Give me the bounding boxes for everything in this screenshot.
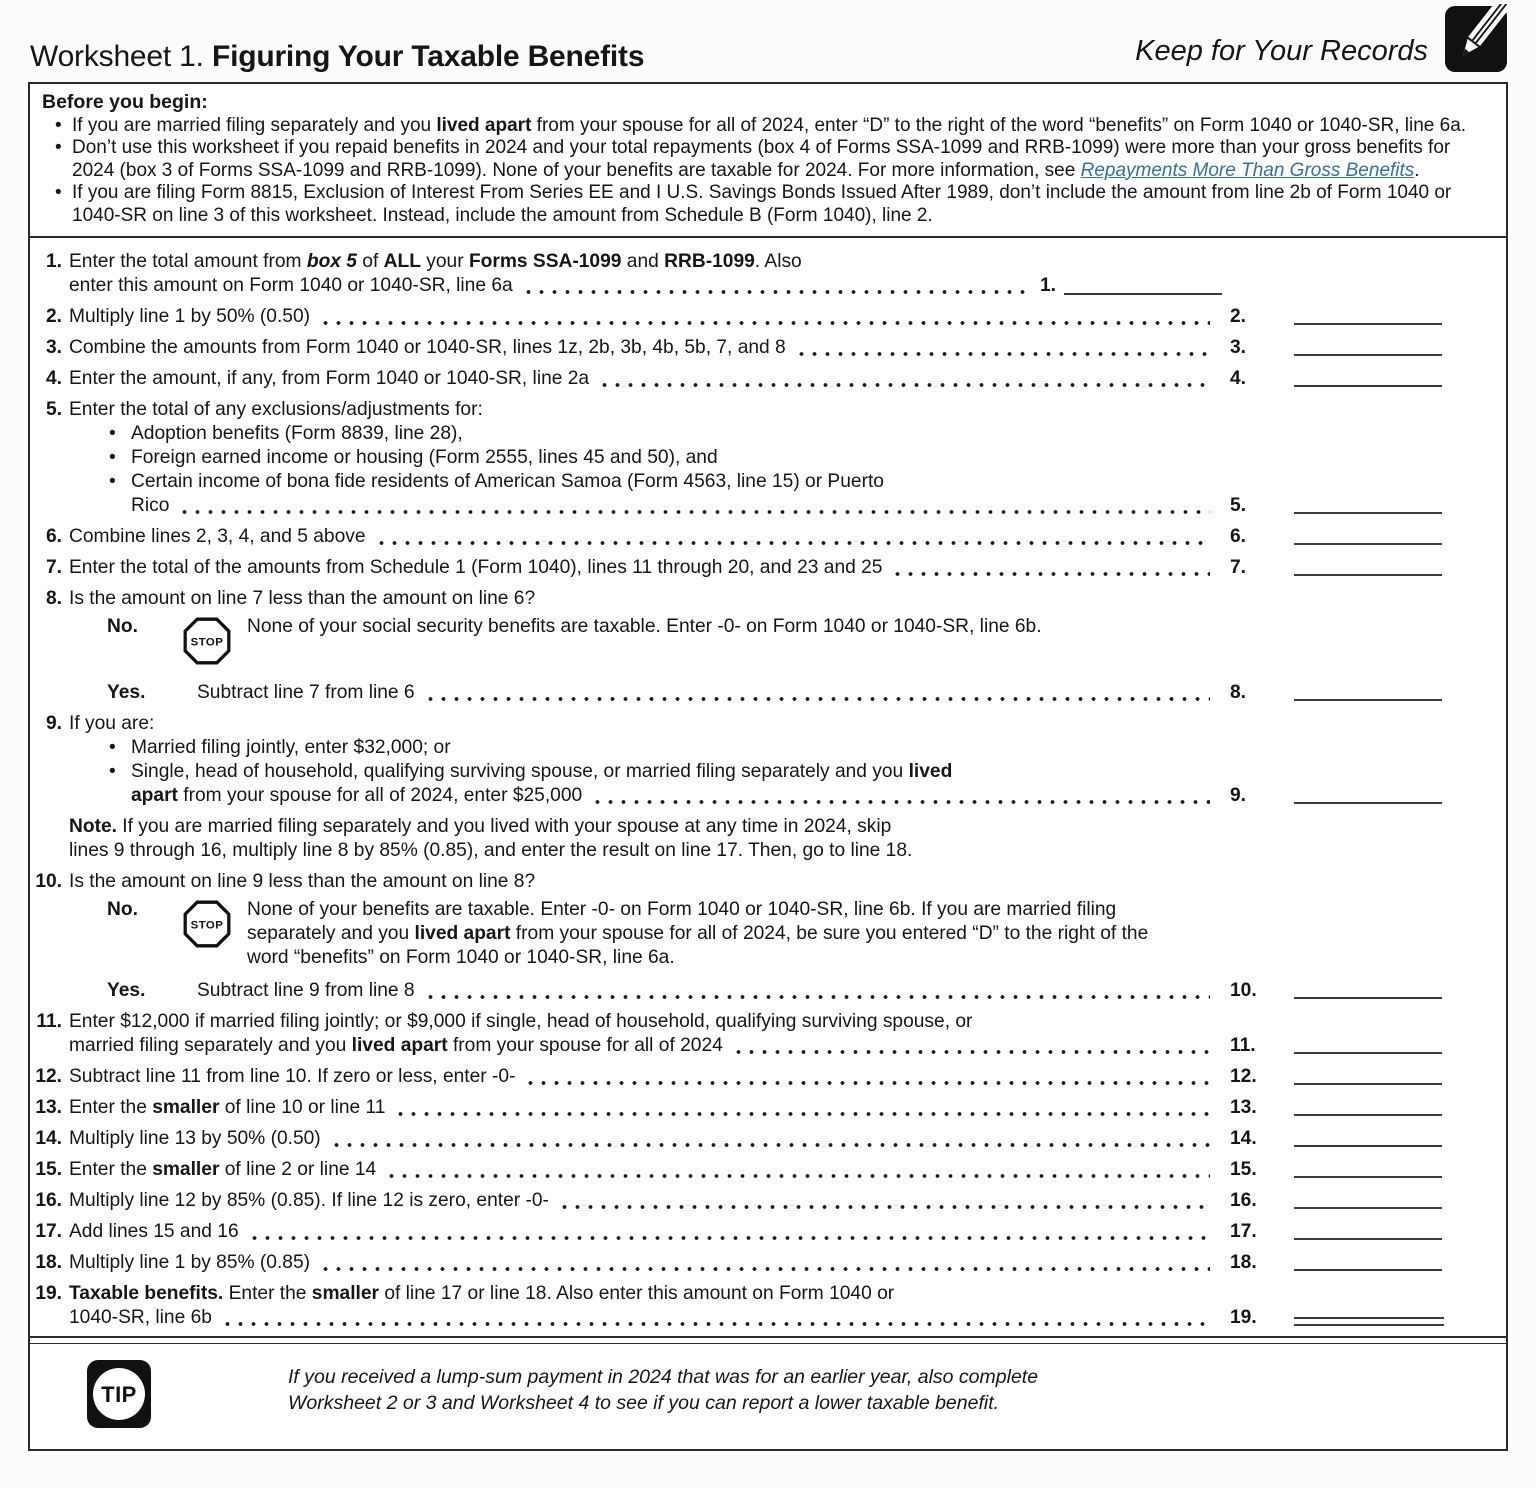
line-9-bullet-1-text: Married filing jointly, enter $32,000; or bbox=[131, 736, 451, 758]
before-bullet-2 bbox=[42, 137, 1490, 182]
page-title bbox=[30, 40, 644, 74]
entry-label-10: 10. bbox=[1230, 979, 1257, 1001]
worksheet-number-label: Worksheet 1. bbox=[30, 40, 204, 73]
line-number: 12. bbox=[35, 1065, 62, 1087]
entry-label-19: 19. bbox=[1230, 1306, 1257, 1328]
no-label: No. bbox=[107, 898, 138, 920]
line-10-question: Is the amount on line 9 less than the amount on line 8? bbox=[69, 870, 536, 892]
line-number: 15. bbox=[35, 1158, 62, 1180]
line-number: 19. bbox=[35, 1282, 62, 1304]
row-line-19 bbox=[35, 1282, 1492, 1330]
worksheet-title: Figuring Your Taxable Benefits bbox=[211, 40, 645, 73]
tip-text bbox=[152, 1356, 1038, 1435]
yes-label: Yes. bbox=[107, 681, 146, 703]
bullet-icon: • bbox=[109, 470, 116, 492]
entry-label-15: 15. bbox=[1230, 1158, 1257, 1180]
line-11-text-2: married filing separately and you lived apart from your spouse for all of 2024 bbox=[69, 1034, 723, 1056]
entry-line-12 bbox=[1294, 1075, 1442, 1085]
line-9-note bbox=[35, 815, 1492, 863]
line-number: 9. bbox=[45, 712, 62, 734]
line-8-yes-text: Subtract line 7 from line 6 bbox=[197, 681, 415, 703]
line-5-bullet-3-text-2: Rico bbox=[131, 494, 170, 516]
line-15-text: Enter the smaller of line 2 or line 14 bbox=[69, 1158, 377, 1180]
entry-line-5 bbox=[1294, 504, 1442, 514]
entry-line-11 bbox=[1294, 1044, 1442, 1054]
entry-line-18 bbox=[1294, 1261, 1442, 1271]
entry-label-18: 18. bbox=[1230, 1251, 1257, 1273]
dot-leader bbox=[221, 1306, 1210, 1330]
entry-line-19 bbox=[1294, 1317, 1444, 1326]
before-bullet-1-text: If you are married filing separately and you lived apart from your spouse for all of 2024, enter “D” to the right of the word “benefits” on Form 1040 or 1040-SR, line 6a. bbox=[72, 114, 1467, 136]
line-number: 5. bbox=[45, 398, 62, 420]
line-14-text: Multiply line 13 by 50% (0.50) bbox=[69, 1127, 321, 1149]
row-line-7 bbox=[35, 556, 1492, 580]
line-5-bullet-2 bbox=[69, 446, 1222, 470]
row-line-17 bbox=[35, 1220, 1492, 1244]
line-number: 8. bbox=[45, 587, 62, 609]
entry-label-1: 1. bbox=[1039, 274, 1056, 296]
dot-leader bbox=[524, 1065, 1210, 1089]
line-9-bullet-2 bbox=[69, 760, 1222, 808]
row-line-2 bbox=[35, 305, 1492, 329]
entry-label-11: 11. bbox=[1230, 1034, 1256, 1056]
line-10-no-text: None of your benefits are taxable. Enter -0- on Form 1040 or 1040-SR, line 6b. If you are married filing separately and you lived apart from your spouse for all of 2024, be sure you entered “D” to the right of the word “benefits” on Form 1040 or 1040-SR, line 6a. bbox=[247, 898, 1149, 968]
double-divider bbox=[30, 1336, 1506, 1344]
header bbox=[28, 0, 1508, 82]
svg-text:TIP: TIP bbox=[101, 1381, 137, 1407]
line-number: 3. bbox=[45, 336, 62, 358]
line-10-no-row bbox=[35, 898, 1492, 970]
line-number: 13. bbox=[35, 1096, 62, 1118]
entry-label-3: 3. bbox=[1230, 336, 1247, 358]
entry-label-8: 8. bbox=[1230, 681, 1247, 703]
entry-label-16: 16. bbox=[1230, 1189, 1257, 1211]
bullet-icon: • bbox=[55, 182, 62, 204]
row-line-8-question bbox=[35, 587, 1492, 611]
dot-leader bbox=[385, 1158, 1210, 1182]
before-bullet-2-text: Don’t use this worksheet if you repaid benefits in 2024 and your total repayments (box 4 of Forms SSA-1099 and RRB-1099) were more than your gross benefits for 2024 (box 3 of Forms SSA-1099 and RRB-1099). None of your benefits are taxable for 2024. For more information, see Repayments More Than Gross Benefits. bbox=[72, 137, 1451, 181]
line-9-note-text: Note. If you are married filing separately and you lived with your spouse at any time in 2024, skip lines 9 through 16, multiply line 8 by 85% (0.85), and enter the result on line 17. Then, go to line 18. bbox=[69, 815, 913, 861]
line-11-text: Enter $12,000 if married filing jointly; or $9,000 if single, head of household, qualifying surviving spouse, or bbox=[69, 1010, 973, 1032]
line-16-text: Multiply line 12 by 85% (0.85). If line 12 is zero, enter -0- bbox=[69, 1189, 549, 1211]
row-line-13 bbox=[35, 1096, 1492, 1120]
entry-line-1 bbox=[1064, 285, 1222, 295]
row-line-3 bbox=[35, 336, 1492, 360]
entry-line-7 bbox=[1294, 566, 1442, 576]
dot-leader bbox=[732, 1034, 1210, 1058]
line-12-text: Subtract line 11 from line 10. If zero or less, enter -0- bbox=[69, 1065, 516, 1087]
line-5-bullet-1-text: Adoption benefits (Form 8839, line 28), bbox=[131, 422, 463, 444]
line-number: 14. bbox=[35, 1127, 62, 1149]
worksheet-box bbox=[28, 82, 1508, 1451]
row-line-16 bbox=[35, 1189, 1492, 1213]
row-line-10-question bbox=[35, 870, 1492, 894]
entry-line-4 bbox=[1294, 377, 1442, 387]
before-bullet-3-text: If you are filing Form 8815, Exclusion of Interest From Series EE and I U.S. Savings Bonds Issued After 1989, don’t include the amount from line 2b of Form 1040 or 1040-SR on line 3 of this worksheet. Instead, include the amount from Schedule B (Form 1040), line 2. bbox=[72, 182, 1452, 226]
line-number: 6. bbox=[45, 525, 62, 547]
line-number: 11. bbox=[36, 1010, 62, 1032]
line-8-yes-row bbox=[35, 681, 1492, 705]
dot-leader bbox=[319, 1251, 1210, 1275]
line-19-text: Taxable benefits. Enter the smaller of line 17 or line 18. Also enter this amount on Form 1040 or bbox=[69, 1282, 895, 1304]
before-bullet-1 bbox=[42, 115, 1490, 138]
repayments-link[interactable]: Repayments More Than Gross Benefits bbox=[1080, 159, 1415, 181]
entry-line-16 bbox=[1294, 1199, 1442, 1209]
line-1-text: Enter the total amount from box 5 of ALL your Forms SSA-1099 and RRB-1099. Also bbox=[69, 250, 802, 272]
dot-leader bbox=[330, 1127, 1210, 1151]
bullet-icon: • bbox=[55, 137, 62, 159]
line-number: 16. bbox=[35, 1189, 62, 1211]
entry-line-9 bbox=[1294, 794, 1442, 804]
entry-label-7: 7. bbox=[1230, 556, 1247, 578]
tip-text-line-2: Worksheet 2 or 3 and Worksheet 4 to see if you can report a lower taxable benefit. bbox=[288, 1391, 1000, 1414]
row-line-14 bbox=[35, 1127, 1492, 1151]
bullet-icon: • bbox=[109, 760, 116, 782]
entry-line-3 bbox=[1294, 346, 1442, 356]
entry-label-13: 13. bbox=[1230, 1096, 1257, 1118]
dot-leader bbox=[558, 1189, 1210, 1213]
line-number: 1. bbox=[45, 250, 62, 272]
line-5-heading: Enter the total of any exclusions/adjustments for: bbox=[69, 398, 483, 420]
entry-line-6 bbox=[1294, 535, 1442, 545]
line-number: 7. bbox=[45, 556, 62, 578]
row-line-6 bbox=[35, 525, 1492, 549]
dot-leader bbox=[248, 1220, 1210, 1244]
row-line-5 bbox=[35, 398, 1492, 518]
row-line-11 bbox=[35, 1010, 1492, 1058]
line-7-text: Enter the total of the amounts from Schedule 1 (Form 1040), lines 11 through 20, and 23 and 25 bbox=[69, 556, 883, 578]
line-number-spacer bbox=[35, 815, 69, 863]
row-line-15 bbox=[35, 1158, 1492, 1182]
line-2-text: Multiply line 1 by 50% (0.50) bbox=[69, 305, 311, 327]
dot-leader bbox=[424, 681, 1210, 705]
entry-line-8 bbox=[1294, 691, 1442, 701]
entry-label-12: 12. bbox=[1230, 1065, 1257, 1087]
line-10-yes-text: Subtract line 9 from line 8 bbox=[197, 979, 415, 1001]
stop-icon bbox=[183, 898, 247, 970]
keep-for-records-label: Keep for Your Records bbox=[1135, 35, 1428, 67]
bullet-icon: • bbox=[109, 422, 116, 444]
dot-leader bbox=[178, 494, 1210, 518]
dot-leader bbox=[375, 525, 1210, 549]
row-line-12 bbox=[35, 1065, 1492, 1089]
line-10-yes-row bbox=[35, 979, 1492, 1003]
entry-label-4: 4. bbox=[1230, 367, 1247, 389]
line-9-bullet-2-text-2: apart from your spouse for all of 2024, enter $25,000 bbox=[131, 784, 583, 806]
header-right bbox=[1135, 4, 1508, 74]
dot-leader bbox=[394, 1096, 1210, 1120]
line-9-bullet-2-text: Single, head of household, qualifying surviving spouse, or married filing separately and you lived bbox=[131, 760, 953, 782]
row-line-1 bbox=[35, 250, 1492, 298]
line-5-bullet-3-text: Certain income of bona fide residents of American Samoa (Form 4563, line 15) or Puerto bbox=[131, 470, 884, 492]
line-number: 2. bbox=[45, 305, 62, 327]
line-5-bullet-2-text: Foreign earned income or housing (Form 2555, lines 45 and 50), and bbox=[131, 446, 718, 468]
dot-leader bbox=[424, 979, 1210, 1003]
entry-line-14 bbox=[1294, 1137, 1442, 1147]
tip-icon bbox=[86, 1356, 152, 1435]
line-9-heading: If you are: bbox=[69, 712, 155, 734]
entry-label-14: 14. bbox=[1230, 1127, 1257, 1149]
entry-label-6: 6. bbox=[1230, 525, 1247, 547]
svg-text:STOP: STOP bbox=[190, 635, 224, 648]
entry-label-2: 2. bbox=[1230, 305, 1247, 327]
line-9-bullet-1 bbox=[69, 736, 1222, 760]
line-4-text: Enter the amount, if any, from Form 1040 or 1040-SR, line 2a bbox=[69, 367, 590, 389]
dot-leader bbox=[522, 274, 1028, 298]
before-you-begin-heading: Before you begin: bbox=[42, 91, 208, 113]
line-18-text: Multiply line 1 by 85% (0.85) bbox=[69, 1251, 311, 1273]
line-19-text-2: 1040-SR, line 6b bbox=[69, 1306, 212, 1328]
line-17-text: Add lines 15 and 16 bbox=[69, 1220, 239, 1242]
svg-text:STOP: STOP bbox=[190, 918, 224, 931]
yes-label: Yes. bbox=[107, 979, 146, 1001]
line-13-text: Enter the smaller of line 10 or line 11 bbox=[69, 1096, 386, 1118]
tip-text-line-1: If you received a lump-sum payment in 2024 that was for an earlier year, also complete bbox=[288, 1365, 1039, 1388]
dot-leader bbox=[891, 556, 1210, 580]
entry-line-10 bbox=[1294, 989, 1442, 999]
line-8-no-text: None of your social security benefits are taxable. Enter -0- on Form 1040 or 1040-SR, line 6b. bbox=[247, 615, 1042, 637]
line-3-text: Combine the amounts from Form 1040 or 1040-SR, lines 1z, 2b, 3b, 4b, 5b, 7, and 8 bbox=[69, 336, 786, 358]
line-1-text-2: enter this amount on Form 1040 or 1040-SR, line 6a bbox=[69, 274, 513, 296]
entry-line-17 bbox=[1294, 1230, 1442, 1240]
line-number: 17. bbox=[35, 1220, 62, 1242]
entry-line-2 bbox=[1294, 315, 1442, 325]
bullet-icon: • bbox=[55, 114, 62, 136]
entry-label-9: 9. bbox=[1230, 784, 1247, 806]
line-8-no-row bbox=[35, 615, 1492, 672]
dot-leader bbox=[591, 784, 1210, 808]
numbered-lines-section bbox=[30, 238, 1506, 1336]
dot-leader bbox=[598, 367, 1210, 391]
bullet-icon: • bbox=[109, 446, 116, 468]
line-number: 10. bbox=[35, 870, 62, 892]
line-number: 18. bbox=[35, 1251, 62, 1273]
before-you-begin-section bbox=[30, 84, 1506, 236]
line-5-bullet-1 bbox=[69, 422, 1222, 446]
pencil-icon bbox=[1444, 4, 1508, 74]
row-line-9 bbox=[35, 712, 1492, 808]
line-number: 4. bbox=[45, 367, 62, 389]
before-bullet-3 bbox=[42, 182, 1490, 227]
row-line-18 bbox=[35, 1251, 1492, 1275]
stop-icon bbox=[183, 615, 247, 672]
no-label: No. bbox=[107, 615, 138, 637]
dot-leader bbox=[319, 305, 1210, 329]
dot-leader bbox=[795, 336, 1210, 360]
tip-section bbox=[30, 1344, 1506, 1449]
line-6-text: Combine lines 2, 3, 4, and 5 above bbox=[69, 525, 366, 547]
entry-line-15 bbox=[1294, 1168, 1442, 1178]
line-5-bullet-3 bbox=[69, 470, 1222, 518]
line-8-question: Is the amount on line 7 less than the amount on line 6? bbox=[69, 587, 536, 609]
bullet-icon: • bbox=[109, 736, 116, 758]
entry-line-13 bbox=[1294, 1106, 1442, 1116]
entry-label-17: 17. bbox=[1230, 1220, 1257, 1242]
row-line-4 bbox=[35, 367, 1492, 391]
entry-label-5: 5. bbox=[1230, 494, 1247, 516]
